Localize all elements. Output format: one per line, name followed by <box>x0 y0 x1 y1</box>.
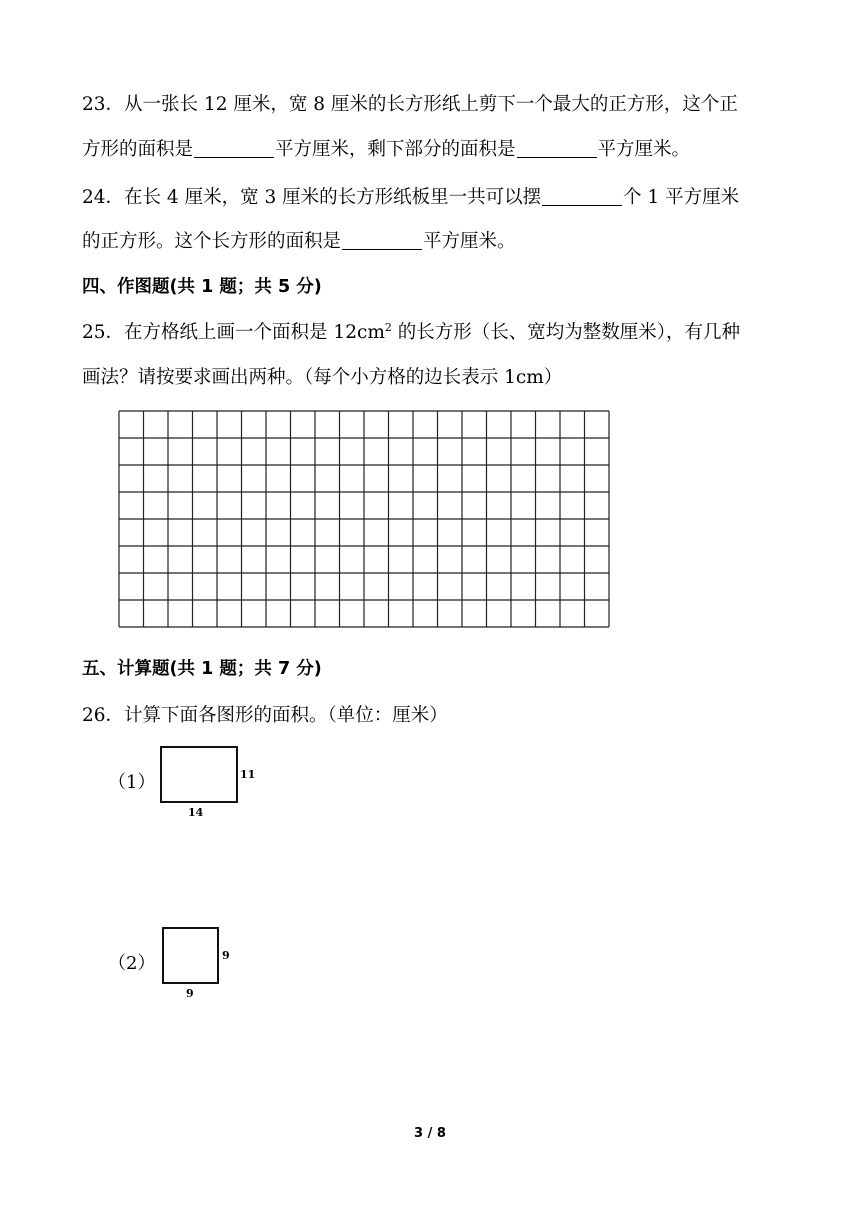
q25-superscript: 2 <box>384 321 392 334</box>
q25-line2: 画法？请按要求画出两种。（每个小方格的边长表示 1cm） <box>82 367 563 388</box>
q23-line2 <box>82 137 690 162</box>
q25-text-a: 25．在方格纸上画一个面积是 12cm <box>82 322 385 343</box>
q23-blank-1[interactable] <box>194 137 274 158</box>
graph-paper-grid[interactable] <box>118 410 610 628</box>
q24-text-c: 的正方形。这个长方形的面积是 <box>82 231 342 252</box>
q25-text-b: 的长方形（长、宽均为整数厘米），有几种 <box>391 322 741 343</box>
q24-text-a: 24．在长 4 厘米，宽 3 厘米的长方形纸板里一共可以摆 <box>82 187 542 208</box>
q24-line1 <box>82 185 739 210</box>
q26-text: 26．计算下面各图形的面积。（单位：厘米） <box>82 705 448 726</box>
q23-text-c: 平方厘米。 <box>597 139 691 160</box>
q23-line1: 23．从一张长 12 厘米，宽 8 厘米的长方形纸上剪下一个最大的正方形，这个正 <box>82 94 738 115</box>
figure-1-height: 11 <box>240 768 256 781</box>
q24-blank-1[interactable] <box>542 185 622 206</box>
q23-text-b: 平方厘米，剩下部分的面积是 <box>275 139 516 160</box>
q24-line2 <box>82 229 516 254</box>
figure-1-label: （1） <box>108 772 156 793</box>
q23-text-a: 方形的面积是 <box>82 139 194 160</box>
figure-2-square <box>162 927 219 984</box>
page-number: 3 / 8 <box>414 1126 446 1141</box>
q24-text-b: 个 1 平方厘米 <box>623 187 740 208</box>
q24-blank-2[interactable] <box>342 229 422 250</box>
figure-2-width: 9 <box>186 987 194 1000</box>
figure-1-rectangle <box>160 746 238 803</box>
section4-title: 四、作图题(共 1 题；共 5 分) <box>82 277 322 297</box>
q23-blank-2[interactable] <box>517 137 597 158</box>
section5-title: 五、计算题(共 1 题；共 7 分) <box>82 659 322 679</box>
q25-line1 <box>82 321 740 345</box>
figure-2-label: （2） <box>108 953 156 974</box>
figure-2-height: 9 <box>222 949 230 962</box>
q24-text-d: 平方厘米。 <box>423 231 516 252</box>
figure-1-width: 14 <box>188 806 204 819</box>
